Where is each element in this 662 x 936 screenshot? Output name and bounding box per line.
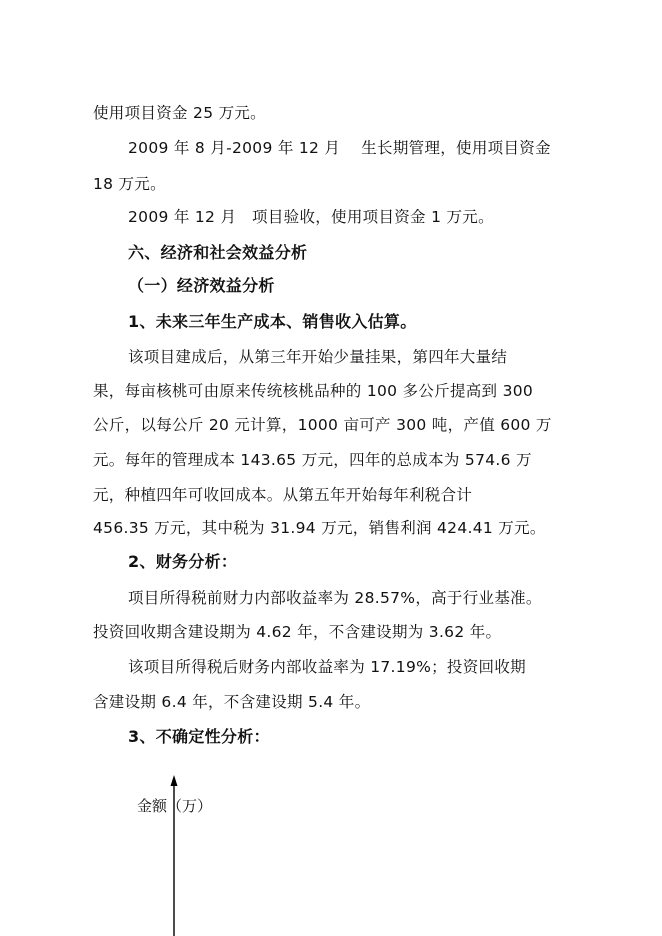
paragraph-payback-posttax: 含建设期 6.4 年，不含建设期 5.4 年。 <box>93 693 371 711</box>
paragraph-project-acceptance: 2009 年 12 月 项目验收，使用项目资金 1 万元。 <box>128 208 494 226</box>
y-axis-label: 金额（万） <box>137 797 213 815</box>
heading-section-6: 六、经济和社会效益分析 <box>128 243 308 262</box>
paragraph-economic-line6: 456.35 万元，其中税为 31.94 万元，销售利润 424.41 万元。 <box>93 519 546 537</box>
paragraph-growth-management-line1: 2009 年 8 月-2009 年 12 月 生长期管理，使用项目资金 <box>128 139 551 157</box>
paragraph-growth-management-line2: 18 万元。 <box>93 175 166 193</box>
heading-cost-revenue-estimate: 1、未来三年生产成本、销售收入估算。 <box>128 312 417 331</box>
paragraph-payback-pretax: 投资回收期含建设期为 4.62 年，不含建设期为 3.62 年。 <box>93 623 502 641</box>
paragraph-posttax-irr: 该项目所得税后财务内部收益率为 17.19%；投资回收期 <box>128 658 526 676</box>
y-axis-arrowhead <box>171 775 178 786</box>
heading-economic-benefit: （一）经济效益分析 <box>128 276 275 295</box>
paragraph-pretax-irr: 项目所得税前财力内部收益率为 28.57%，高于行业基准。 <box>128 589 542 607</box>
paragraph-funding-continued: 使用项目资金 25 万元。 <box>93 104 266 122</box>
paragraph-economic-line1: 该项目建成后，从第三年开始少量挂果，第四年大量结 <box>128 348 508 366</box>
heading-financial-analysis: 2、财务分析： <box>128 552 238 571</box>
paragraph-economic-line4: 元。每年的管理成本 143.65 万元，四年的总成本为 574.6 万 <box>93 451 532 469</box>
paragraph-economic-line3: 公斤，以每公斤 20 元计算，1000 亩可产 300 吨，产值 600 万 <box>93 416 552 434</box>
paragraph-economic-line2: 果，每亩核桃可由原来传统核桃品种的 100 多公斤提高到 300 <box>93 382 534 400</box>
paragraph-economic-line5: 元，种植四年可收回成本。从第五年开始每年利税合计 <box>93 486 473 504</box>
heading-uncertainty-analysis: 3、不确定性分析： <box>128 727 270 746</box>
